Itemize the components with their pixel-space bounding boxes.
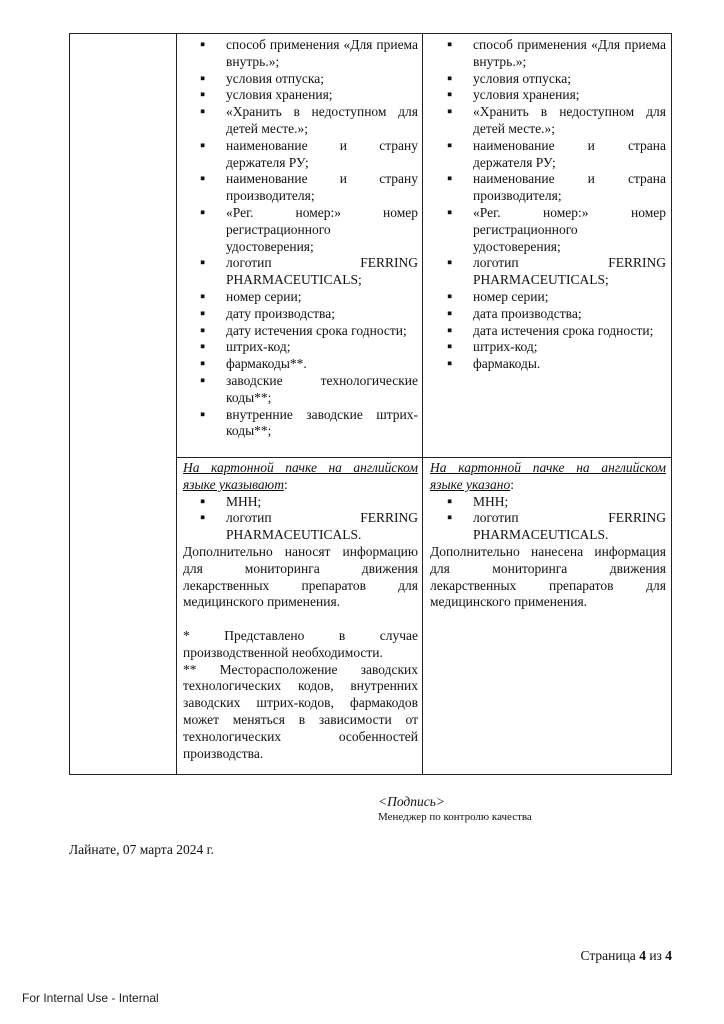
list-item: ▪ «Рег. номер:» номер регистрационного удостоверения; bbox=[183, 205, 418, 255]
list-item: ▪ логотип FERRING PHARMACEUTICALS; bbox=[183, 255, 418, 289]
monitoring-paragraph: Дополнительно наносят информацию для мониторинга движения лекарственных препаратов для медицинского применения. bbox=[183, 543, 418, 610]
signer-title: Менеджер по контролю качества bbox=[378, 811, 532, 823]
list-item: ▪ дату истечения срока годности; bbox=[183, 323, 418, 340]
list-item: ▪ заводские технологические коды**; bbox=[183, 373, 418, 407]
list-item: ▪ фармакоды**. bbox=[183, 356, 418, 373]
cell-bottom-middle bbox=[183, 460, 418, 762]
bullet-list-top-right bbox=[430, 37, 666, 373]
list-item: ▪ штрих-код; bbox=[183, 339, 418, 356]
column-divider-2 bbox=[422, 34, 423, 774]
list-item: ▪ условия отпуска; bbox=[183, 71, 418, 88]
place-date: Лайнате, 07 марта 2024 г. bbox=[69, 842, 214, 857]
list-item: ▪ МНН; bbox=[430, 494, 666, 511]
list-item: ▪ способ применения «Для приема внутрь.»; bbox=[430, 37, 666, 71]
cell-bottom-right bbox=[430, 460, 666, 611]
column-divider-1 bbox=[176, 34, 177, 774]
list-item: ▪ дата истечения срока годности; bbox=[430, 323, 666, 340]
cell-top-right bbox=[430, 37, 666, 373]
footnote-1: * Представлено в случае производственной необходимости. bbox=[183, 627, 418, 660]
bullet-list-bottom-middle bbox=[183, 494, 418, 544]
list-item: ▪ условия хранения; bbox=[430, 87, 666, 104]
page-number: Страница 4 из 4 bbox=[580, 948, 672, 963]
list-item: ▪ номер серии; bbox=[430, 289, 666, 306]
list-item: ▪ МНН; bbox=[183, 494, 418, 511]
list-item: ▪ наименование и страна держателя РУ; bbox=[430, 138, 666, 172]
monitoring-paragraph: Дополнительно нанесена информация для мониторинга движения лекарственных препаратов для медицинского применения. bbox=[430, 543, 666, 610]
row-divider bbox=[176, 457, 671, 458]
section-heading: На картонной пачке на английском языке указывают: bbox=[183, 460, 418, 492]
footer-classification: For Internal Use - Internal bbox=[22, 991, 159, 1005]
list-item: ▪ наименование и страна производителя; bbox=[430, 171, 666, 205]
list-item: ▪ логотип FERRING PHARMACEUTICALS. bbox=[430, 510, 666, 544]
document-table bbox=[69, 33, 672, 775]
list-item: ▪ условия хранения; bbox=[183, 87, 418, 104]
section-heading: На картонной пачке на английском языке указано: bbox=[430, 460, 666, 492]
footnote-2: ** Месторасположение заводских технологических кодов, внутренних заводских штрих-кодов, фармакодов может меняться в зависимости от технологических особенностей производства. bbox=[183, 661, 418, 761]
list-item: ▪ дата производства; bbox=[430, 306, 666, 323]
list-item: ▪ наименование и страну держателя РУ; bbox=[183, 138, 418, 172]
bullet-list-top-middle bbox=[183, 37, 418, 440]
list-item: ▪ внутренние заводские штрих-коды**; bbox=[183, 407, 418, 441]
cell-top-middle bbox=[183, 37, 418, 440]
list-item: ▪ способ применения «Для приема внутрь.»; bbox=[183, 37, 418, 71]
list-item: ▪ наименование и страну производителя; bbox=[183, 171, 418, 205]
list-item: ▪ условия отпуска; bbox=[430, 71, 666, 88]
bullet-list-bottom-right bbox=[430, 494, 666, 544]
list-item: ▪ «Хранить в недоступном для детей месте.»; bbox=[183, 104, 418, 138]
list-item: ▪ дату производства; bbox=[183, 306, 418, 323]
list-item: ▪ логотип FERRING PHARMACEUTICALS; bbox=[430, 255, 666, 289]
list-item: ▪ номер серии; bbox=[183, 289, 418, 306]
list-item: ▪ «Рег. номер:» номер регистрационного удостоверения; bbox=[430, 205, 666, 255]
list-item: ▪ фармакоды. bbox=[430, 356, 666, 373]
list-item: ▪ логотип FERRING PHARMACEUTICALS. bbox=[183, 510, 418, 544]
list-item: ▪ штрих-код; bbox=[430, 339, 666, 356]
signature: <Подпись> bbox=[378, 794, 446, 809]
list-item: ▪ «Хранить в недоступном для детей месте.»; bbox=[430, 104, 666, 138]
